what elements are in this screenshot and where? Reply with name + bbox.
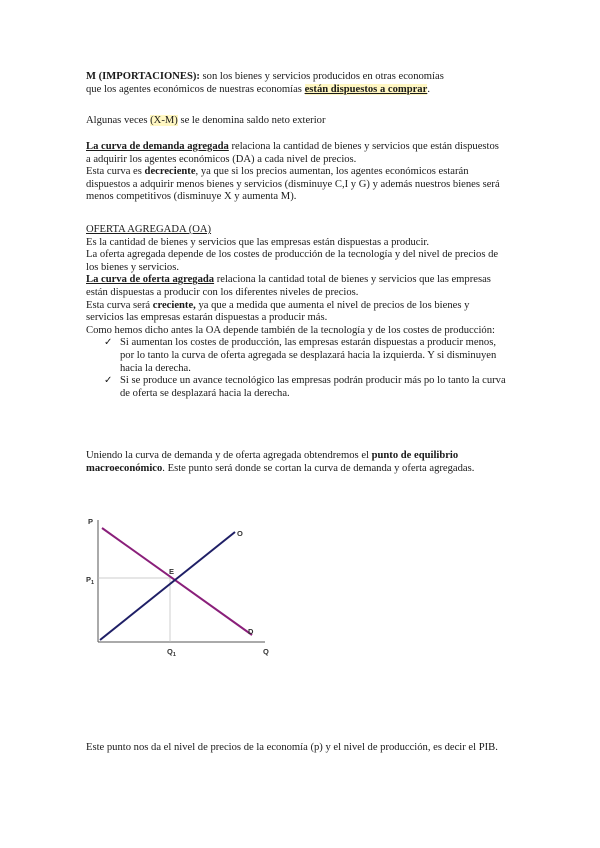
bullet-text: Si aumentan los costes de producción, las empresas estarán dispuestas a producir menos, por lo tanto la curva de oferta agregada se desplazará hacia la izquierda. Y si disminuyen hacia la derecha. — [120, 337, 497, 374]
supply-definition: relaciona la cantidad total de bienes y servicios que las empresas están dispuestas a producir con los diferentes niveles de precios. — [86, 274, 491, 298]
demand-d-label: D — [248, 627, 254, 636]
equilibrium-suffix: . Este punto será donde se cortan la curva de demanda y oferta agregadas. — [162, 462, 475, 474]
supply-p3: Como hemos dicho antes la OA depende también de la tecnología y de los costes de producción: — [86, 324, 495, 336]
checkmark-icon: ✓ — [104, 375, 113, 387]
q1-label: $Q_1$ — [167, 647, 176, 658]
net-exterior-prefix: Algunas veces — [86, 115, 151, 126]
equilibrium-graph-svg — [80, 512, 280, 662]
list-item — [104, 337, 506, 375]
imports-highlight: están dispuestos a comprar — [304, 83, 428, 95]
supply-curve — [100, 532, 235, 640]
supply-heading: OFERTA AGREGADA (OA) — [86, 224, 212, 235]
demand-line-b: , ya que si los precios aumentan, los agentes económicos estarán dispuestos a adquirir menos bienes y servicios (disminuye C,I y G) y además nuestros bienes será menos competitivos (disminuye X y aumenta M). — [86, 166, 500, 203]
net-exterior-suffix: se le denomina saldo neto exterior — [177, 115, 326, 126]
supply-p2: La oferta agregada depende de los costes de producción de la tecnología y del nivel de precios de los bienes y servicios. — [86, 249, 499, 273]
imports-line2: que los agentes económicos de nuestras economías — [86, 83, 305, 95]
axis-q-label: Q — [263, 647, 269, 656]
imports-period: . — [427, 83, 430, 95]
demand-title: La curva de demanda agregada — [86, 141, 229, 152]
supply-creciente: creciente, — [152, 299, 196, 311]
supply-title: La curva de oferta agregada — [86, 274, 215, 286]
demand-definition: relaciona la cantidad de bienes y servicios que están dispuestos a adquirir los agentes económicos (DA) a cada nivel de precios. — [86, 141, 499, 165]
bullet-text: Si se produce un avance tecnológico las empresas podrán producir más po lo tanto la curva de oferta se desplazará hacia la derecha. — [120, 375, 506, 399]
closing-paragraph — [86, 742, 506, 755]
imports-label: M (IMPORTACIONES): — [86, 71, 200, 82]
demand-paragraph — [86, 141, 506, 204]
net-exterior-paragraph — [86, 115, 506, 128]
list-item — [104, 375, 506, 400]
supply-bullet-list — [86, 337, 506, 400]
equilibrium-prefix: Uniendo la curva de demanda y de oferta agregada obtendremos el — [86, 450, 372, 461]
supply-p1: Es la cantidad de bienes y servicios que las empresas están dispuestas a producir. — [86, 236, 430, 248]
axis-p-label: P — [88, 517, 94, 526]
net-exterior-formula: (X-M) — [150, 115, 178, 126]
supply-section — [86, 224, 506, 400]
demand-curve — [102, 528, 252, 635]
equilibrium-bold: punto de equilibrio macroeconómico — [86, 450, 459, 474]
equilibrium-graph — [80, 512, 280, 662]
checkmark-icon: ✓ — [104, 337, 113, 349]
equilibrium-e-label: E — [169, 567, 175, 576]
demand-decreciente: decreciente — [144, 166, 196, 178]
closing-text: Este punto nos da el nivel de precios de la economía (p) y el nivel de producción, es decir el PIB. — [86, 742, 498, 753]
p1-label: $P_1$ — [86, 575, 95, 586]
supply-line-b: ya que a medida que aumenta el nivel de precios de los bienes y servicios las empresas estarán dispuestas a producir más. — [86, 299, 470, 324]
supply-line-a: Esta curva será — [86, 299, 153, 311]
imports-paragraph — [86, 71, 506, 96]
imports-line1: son los bienes y servicios producidos en otras economías — [199, 71, 444, 82]
equilibrium-paragraph — [86, 450, 506, 475]
supply-o-label: O — [237, 529, 243, 538]
demand-line-a: Esta curva es — [86, 166, 145, 178]
